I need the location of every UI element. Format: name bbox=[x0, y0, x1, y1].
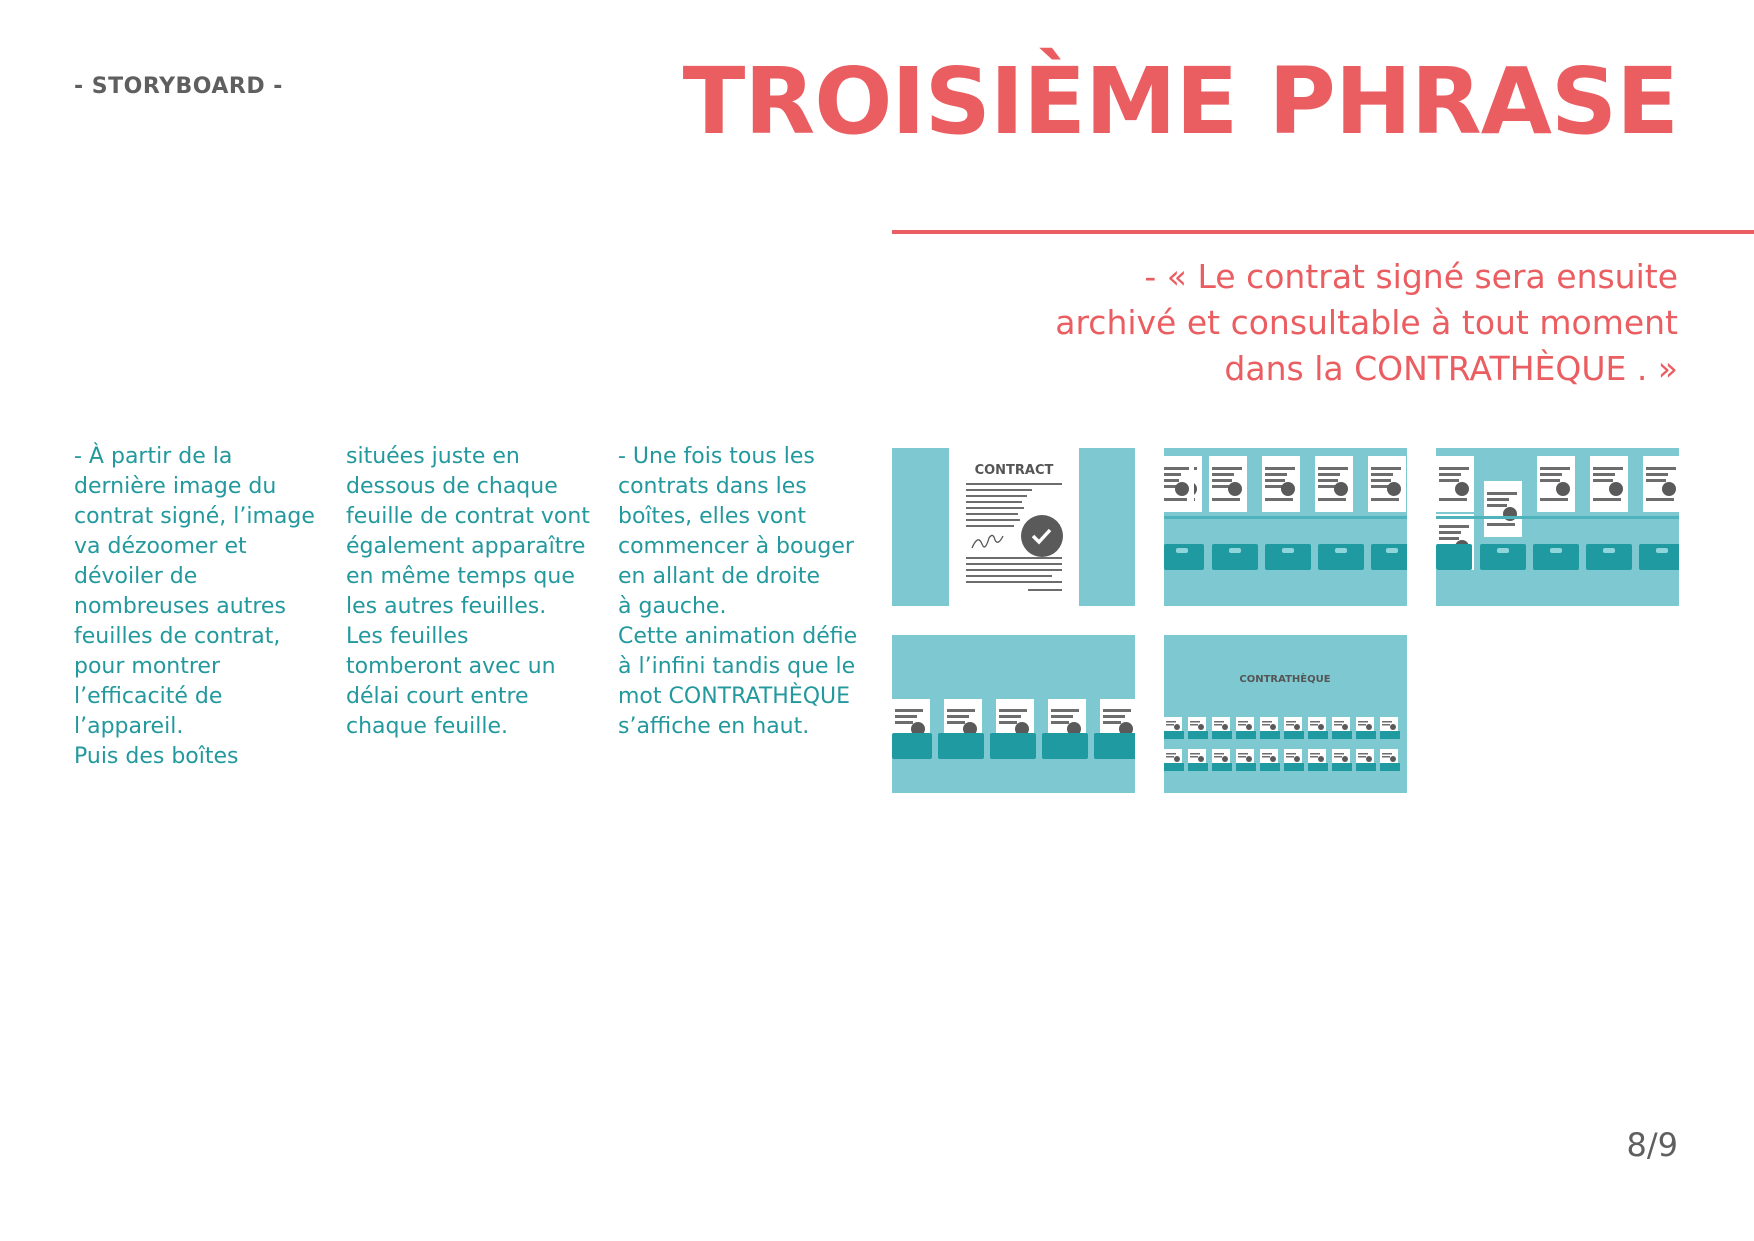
text-line: les autres feuilles. bbox=[346, 594, 547, 619]
boxes-moving-illustration bbox=[892, 635, 1135, 793]
signed-contract-illustration bbox=[892, 448, 1135, 606]
storyboard-frame-1 bbox=[892, 448, 1135, 606]
text-line: dessous de chaque bbox=[346, 474, 558, 499]
quote-line: - « Le contrat signé sera ensuite bbox=[1144, 257, 1678, 296]
contracts-falling-illustration bbox=[1436, 448, 1679, 606]
text-line: chaque feuille. bbox=[346, 714, 509, 739]
quote-line: archivé et consultable à tout moment bbox=[1055, 303, 1678, 342]
check-badge-icon bbox=[1021, 515, 1063, 557]
description-column-2 bbox=[346, 442, 606, 742]
text-line: en même temps que bbox=[346, 564, 575, 589]
text-line: l’appareil. bbox=[74, 714, 184, 739]
text-line: situées juste en bbox=[346, 444, 520, 469]
text-line: nombreuses autres bbox=[74, 594, 286, 619]
text-line: à l’infini tandis que le bbox=[618, 654, 856, 679]
text-line: pour montrer bbox=[74, 654, 221, 679]
text-line: boîtes, elles vont bbox=[618, 504, 806, 529]
text-line: Les feuilles bbox=[346, 624, 469, 649]
text-line: dernière image du bbox=[74, 474, 277, 499]
text-line: également apparaître bbox=[346, 534, 586, 559]
description-column-3 bbox=[618, 442, 878, 742]
text-line: contrat signé, l’image bbox=[74, 504, 315, 529]
storyboard-frame-2 bbox=[1164, 448, 1407, 606]
contratheque-label: CONTRATHÈQUE bbox=[1239, 674, 1331, 685]
description-column-1 bbox=[74, 442, 334, 772]
text-line: à gauche. bbox=[618, 594, 727, 619]
storyboard-frame-5 bbox=[1164, 635, 1407, 793]
text-line: Cette animation défie bbox=[618, 624, 858, 649]
text-line: - Une fois tous les bbox=[618, 444, 815, 469]
title-divider bbox=[892, 230, 1754, 234]
storyboard-frame-4 bbox=[892, 635, 1135, 793]
text-line: contrats dans les bbox=[618, 474, 807, 499]
text-line: Puis des boîtes bbox=[74, 744, 239, 769]
text-line: tomberont avec un bbox=[346, 654, 556, 679]
quote-line: dans la CONTRATHÈQUE . » bbox=[1224, 349, 1678, 388]
text-line: feuille de contrat vont bbox=[346, 504, 590, 529]
text-line: délai court entre bbox=[346, 684, 529, 709]
text-line: feuilles de contrat, bbox=[74, 624, 281, 649]
text-line: l’efficacité de bbox=[74, 684, 223, 709]
page-number: 8/9 bbox=[1626, 1126, 1678, 1164]
section-label: - STORYBOARD - bbox=[74, 74, 283, 99]
text-line: dévoiler de bbox=[74, 564, 198, 589]
text-line: va dézoomer et bbox=[74, 534, 247, 559]
text-line: s’affiche en haut. bbox=[618, 714, 810, 739]
text-line: mot CONTRATHÈQUE bbox=[618, 684, 851, 709]
quote-block bbox=[958, 254, 1678, 392]
text-line: - À partir de la bbox=[74, 444, 233, 469]
contract-label: CONTRACT bbox=[974, 463, 1054, 478]
storyboard-frame-3 bbox=[1436, 448, 1679, 606]
page-title: TROISIÈME PHRASE bbox=[682, 48, 1678, 155]
contratheque-illustration bbox=[1164, 635, 1407, 793]
text-line: en allant de droite bbox=[618, 564, 820, 589]
text-line: commencer à bouger bbox=[618, 534, 854, 559]
contracts-over-boxes-illustration bbox=[1164, 448, 1407, 606]
